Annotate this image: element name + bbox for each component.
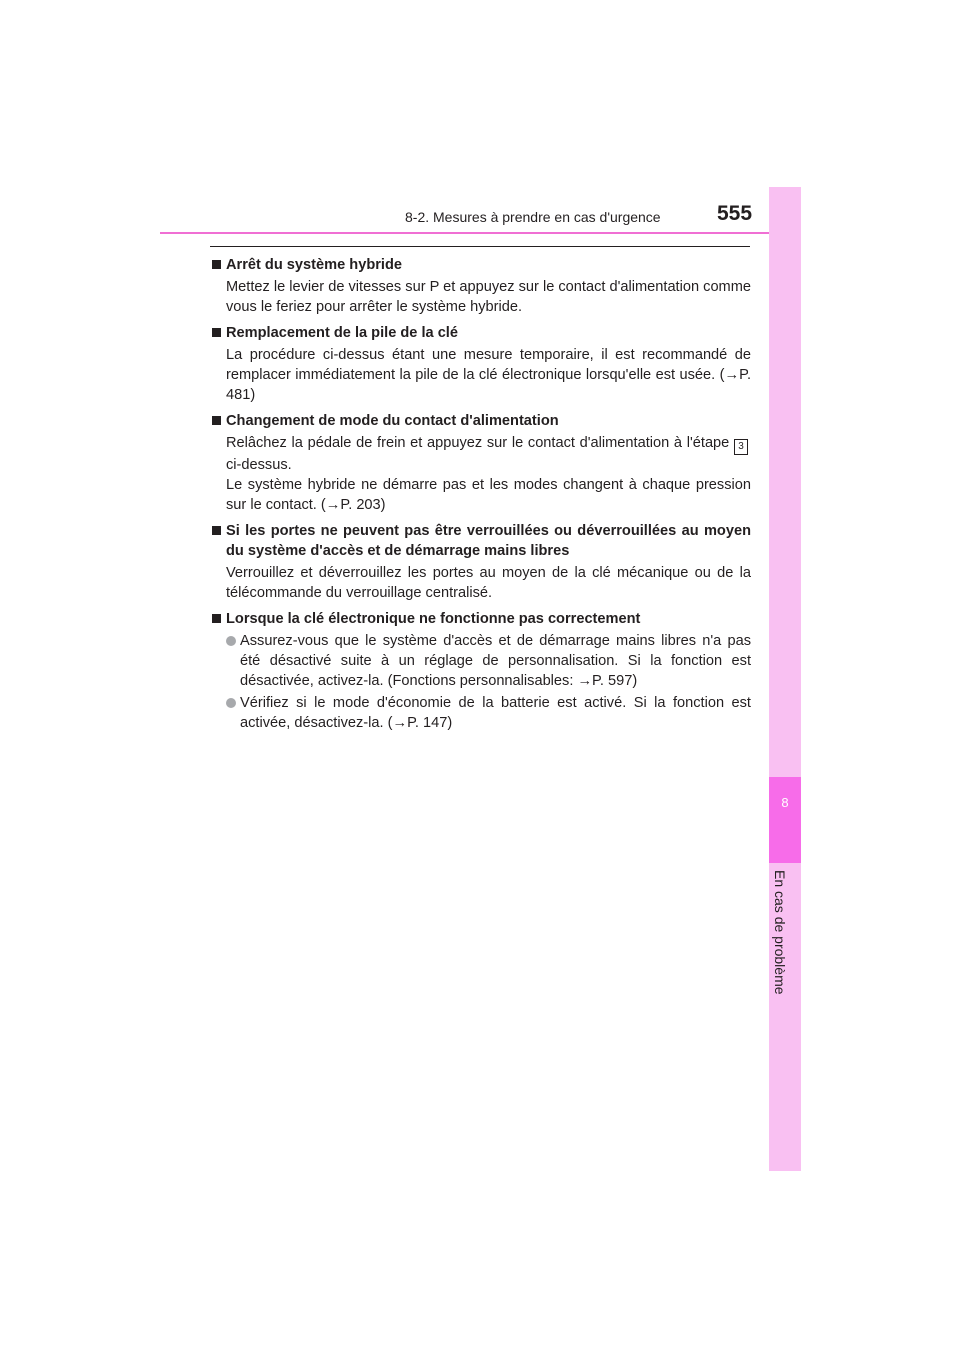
square-bullet-icon xyxy=(212,526,221,535)
section-power-mode xyxy=(212,411,751,515)
section-title: Lorsque la clé électronique ne fonctionne pas correctement xyxy=(212,609,751,629)
header-section-title: 8-2. Mesures à prendre en cas d'urgence xyxy=(405,209,661,225)
header-rule xyxy=(160,232,800,234)
page-content xyxy=(212,255,751,739)
square-bullet-icon xyxy=(212,328,221,337)
circle-bullet-icon xyxy=(226,636,236,646)
section-body: Verrouillez et déverrouillez les portes au moyen de la clé mécanique ou de la télécommande du verrouillage centralisé. xyxy=(226,565,751,601)
section-title: Si les portes ne peuvent pas être verrouillées ou déverrouillées au moyen du système d'accès et de démarrage mains libres xyxy=(212,521,751,561)
chapter-tab-active xyxy=(769,777,801,863)
section-title: Remplacement de la pile de la clé xyxy=(212,323,751,343)
section-body: La procédure ci-dessus étant une mesure temporaire, il est recommandé de remplacer immédiatement la pile de la clé électronique lorsqu'elle est usée. (→P. 481) xyxy=(226,347,751,403)
section-title: Arrêt du système hybride xyxy=(212,255,751,275)
content-rule xyxy=(210,246,750,247)
section-hybrid-stop xyxy=(212,255,751,317)
section-doors xyxy=(212,521,751,603)
body-part1: Relâchez la pédale de frein et appuyez sur le contact d'alimentation à l'étape xyxy=(226,435,730,451)
chapter-side-tab xyxy=(769,187,801,1171)
section-key-battery xyxy=(212,323,751,405)
chapter-number: 8 xyxy=(781,795,789,810)
circle-bullet-icon xyxy=(226,698,236,708)
section-body: Mettez le levier de vitesses sur P et appuyez sur le contact d'alimentation comme vous le feriez pour arrêter le système hybride. xyxy=(226,279,751,315)
chapter-title: En cas de problème xyxy=(772,870,788,995)
section-title: Changement de mode du contact d'alimentation xyxy=(212,411,751,431)
list-item: Vérifiez si le mode d'économie de la batterie est activé. Si la fonction est activée, désactivez-la. (→P. 147) xyxy=(212,693,751,733)
body-part3: Le système hybride ne démarre pas et les modes changent à chaque pression sur le contact. (→P. 203) xyxy=(226,477,751,513)
body-part2: ci-dessus. xyxy=(226,457,292,473)
square-bullet-icon xyxy=(212,260,221,269)
step-ref-box: 3 xyxy=(734,439,748,455)
section-electronic-key xyxy=(212,609,751,733)
square-bullet-icon xyxy=(212,614,221,623)
page-number: 555 xyxy=(717,202,753,225)
list-item: Assurez-vous que le système d'accès et de démarrage mains libres n'a pas été désactivé suite à un réglage de personnalisation. Si la fonction est désactivée, activez-la. (Fonctions personnalisables: →P. 597) xyxy=(212,631,751,691)
square-bullet-icon xyxy=(212,416,221,425)
section-body xyxy=(212,433,751,515)
